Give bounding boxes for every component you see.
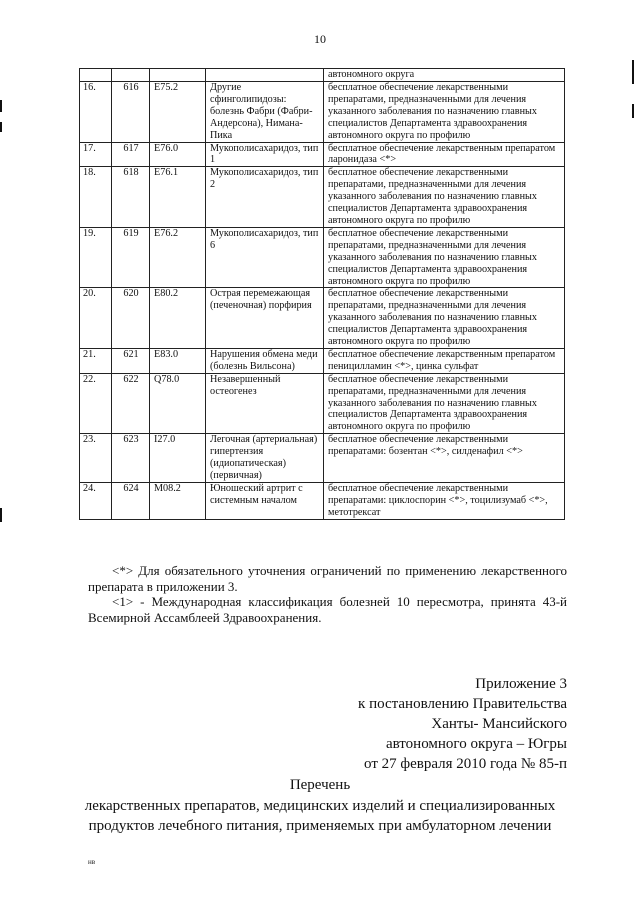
cell-number	[80, 69, 112, 82]
cell-number: 16.	[80, 82, 112, 143]
title-line: лекарственных препаратов, медицинских изделий и специализированных	[84, 797, 556, 814]
cell-provision: автономного округа	[324, 69, 565, 82]
table-row	[80, 434, 565, 483]
appendix-ref-line: к постановлению Правительства	[358, 696, 567, 712]
scan-margin-mark	[0, 100, 2, 112]
table-row	[80, 373, 565, 434]
appendix-ref-line: автономного округа – Югры	[385, 736, 567, 752]
cell-number: 18.	[80, 167, 112, 228]
table-row	[80, 167, 565, 228]
document-title	[0, 775, 640, 837]
cell-name: Мукополисахаридоз, тип 6	[206, 227, 324, 288]
cell-code	[112, 69, 150, 82]
cell-number: 23.	[80, 434, 112, 483]
table-row	[80, 288, 565, 349]
cell-code: 622	[112, 373, 150, 434]
cell-provision: бесплатное обеспечение лекарственными препаратами, предназначенными для лечения указанного заболевания по назначению главных специалистов Департамента здравоохранения автономного округа по профилю	[324, 373, 565, 434]
page-number: 10	[314, 32, 326, 46]
cell-provision: бесплатное обеспечение лекарственными препаратами: циклоспорин <*>, тоцилизумаб <*>, метотрексат	[324, 482, 565, 519]
cell-icd: E83.0	[150, 348, 206, 373]
cell-icd: I27.0	[150, 434, 206, 483]
cell-code: 618	[112, 167, 150, 228]
appendix-number: Приложение 3	[475, 676, 567, 692]
footnote-asterisk: <*> Для обязательного уточнения ограничений по применению лекарственного препарата в приложении 3.	[88, 563, 567, 594]
cell-code: 621	[112, 348, 150, 373]
appendix-header	[358, 674, 567, 774]
cell-name: Мукополисахаридоз, тип 2	[206, 167, 324, 228]
appendix-ref-line: Ханты- Мансийского	[431, 716, 567, 732]
cell-number: 22.	[80, 373, 112, 434]
cell-icd: E76.0	[150, 142, 206, 167]
cell-icd: E76.1	[150, 167, 206, 228]
disease-table	[79, 68, 565, 520]
cell-icd	[150, 69, 206, 82]
table-row	[80, 482, 565, 519]
table-row	[80, 142, 565, 167]
cell-provision: бесплатное обеспечение лекарственными препаратами: бозентан <*>, силденафил <*>	[324, 434, 565, 483]
cell-code: 623	[112, 434, 150, 483]
cell-code: 620	[112, 288, 150, 349]
cell-name: Незавершенный остеогенез	[206, 373, 324, 434]
title-heading: Перечень	[289, 777, 351, 793]
cell-number: 17.	[80, 142, 112, 167]
cell-provision: бесплатное обеспечение лекарственными препаратами, предназначенными для лечения указанного заболевания по назначению главных специалистов Департамента здравоохранения автономного округа по профилю	[324, 288, 565, 349]
cell-code: 617	[112, 142, 150, 167]
cell-provision: бесплатное обеспечение лекарственными препаратами, предназначенными для лечения указанного заболевания по назначению главных специалистов Департамента здравоохранения автономного округа по профилю	[324, 167, 565, 228]
cell-icd: E75.2	[150, 82, 206, 143]
footnotes	[88, 563, 567, 625]
cell-number: 20.	[80, 288, 112, 349]
footer-mark: нв	[88, 858, 96, 866]
table-row	[80, 348, 565, 373]
cell-icd: E80.2	[150, 288, 206, 349]
cell-name: Нарушения обмена меди (болезнь Вильсона)	[206, 348, 324, 373]
cell-number: 19.	[80, 227, 112, 288]
cell-icd: Q78.0	[150, 373, 206, 434]
appendix-date-line: от 27 февраля 2010 года № 85-п	[364, 756, 567, 772]
cell-provision: бесплатное обеспечение лекарственными препаратами, предназначенными для лечения указанного заболевания по назначению главных специалистов Департамента здравоохранения автономного округа по профилю	[324, 227, 565, 288]
scan-margin-mark	[0, 508, 2, 522]
cell-name: Легочная (артериальная) гипертензия (идиопатическая) (первичная)	[206, 434, 324, 483]
cell-provision: бесплатное обеспечение лекарственными препаратами, предназначенными для лечения указанного заболевания по назначению главных специалистов Департамента здравоохранения автономного округа по профилю	[324, 82, 565, 143]
scan-margin-mark	[0, 122, 2, 132]
table-row	[80, 227, 565, 288]
cell-number: 24.	[80, 482, 112, 519]
scan-margin-mark	[632, 104, 634, 118]
title-line: продуктов лечебного питания, применяемых при амбулаторном лечении	[88, 818, 552, 834]
cell-code: 619	[112, 227, 150, 288]
cell-provision: бесплатное обеспечение лекарственным препаратом пеницилламин <*>, цинка сульфат	[324, 348, 565, 373]
cell-icd: M08.2	[150, 482, 206, 519]
cell-name	[206, 69, 324, 82]
cell-code: 616	[112, 82, 150, 143]
table-continuation-row	[80, 69, 565, 82]
cell-icd: E76.2	[150, 227, 206, 288]
cell-provision: бесплатное обеспечение лекарственным препаратом ларонидаза <*>	[324, 142, 565, 167]
cell-name: Мукополисахаридоз, тип 1	[206, 142, 324, 167]
footnote-icd: <1> - Международная классификация болезней 10 пересмотра, принята 43-й Всемирной Ассамблеей Здравоохранения.	[88, 594, 567, 625]
table-row	[80, 82, 565, 143]
cell-code: 624	[112, 482, 150, 519]
cell-name: Юношеский артрит с системным началом	[206, 482, 324, 519]
cell-number: 21.	[80, 348, 112, 373]
cell-name: Острая перемежающая (печеночная) порфирия	[206, 288, 324, 349]
cell-name: Другие сфинголипидозы: болезнь Фабри (Фабри-Андерсона), Нимана-Пика	[206, 82, 324, 143]
scan-margin-mark	[632, 60, 634, 84]
